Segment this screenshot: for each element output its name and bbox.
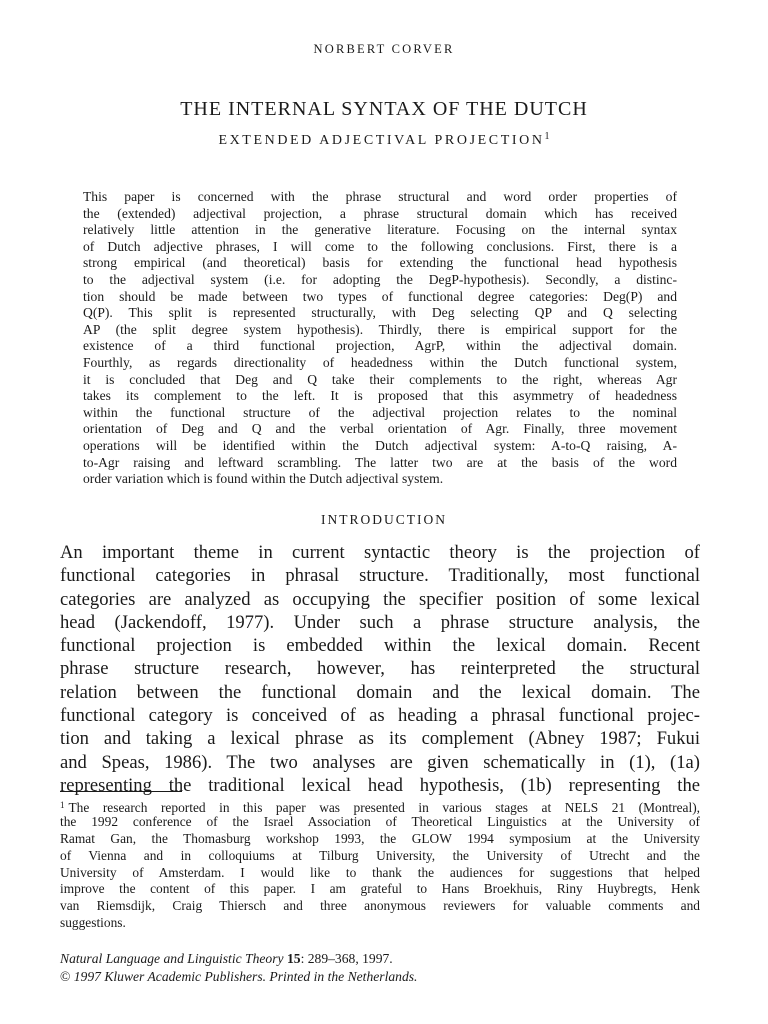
body-line: head (Jackendoff, 1977). Under such a phrase structure analysis, the [60,611,700,633]
footnote-line-text: The research reported in this paper was presented in various stages at NELS 21 (Montreal), [68,800,700,815]
paper-subtitle [0,131,768,149]
paper-title: THE INTERNAL SYNTAX OF THE DUTCH [180,98,588,120]
journal-citation [60,950,700,985]
footnote-line: of Vienna and in colloquiums at Tilburg University, the University of Utrecht and the [60,847,700,863]
body-line: categories are analyzed as occupying the specifier position of some lexical [60,588,700,610]
abstract-line: of Dutch adjective phrases, I will come to the following conclusions. First, there is a [83,238,677,254]
body-line: representing the traditional lexical head hypothesis, (1b) representing the [60,774,700,796]
abstract-line: This paper is concerned with the phrase structural and word order properties of [83,189,677,204]
body-paragraph [60,541,700,797]
title-footnote-marker: 1 [544,131,550,142]
footnote-line: van Riemsdijk, Craig Thiersch and three anonymous reviewers for valuable comments and [60,898,700,914]
body-line: and Speas, 1986). The two analyses are given schematically in (1), (1a) [60,751,700,773]
abstract-line: to the adjectival system (i.e. for adopting the DegP-hypothesis). Secondly, a distinc- [83,271,677,287]
footnote-line: suggestions. [60,915,126,931]
footnote-line: the 1992 conference of the Israel Association of Theoretical Linguistics at the University of [60,813,700,829]
journal-pages: : 289–368, 1997. [300,951,393,966]
abstract-line: takes its complement to the left. It is proposed that this asymmetry of headedness [83,388,677,404]
abstract-line: Q(P). This split is represented structurally, with Deg selecting QP and Q selecting [83,305,677,321]
body-line: functional categories in phrasal structure. Traditionally, most functional [60,565,700,587]
footnote [60,797,700,932]
abstract-line: existence of a third functional projection, AgrP, within the adjectival domain. [83,338,677,354]
journal-line [60,950,700,968]
abstract [83,189,677,488]
body-line: phrase structure research, however, has reinterpreted the structural [60,658,700,680]
footnote-line: University of Amsterdam. I would like to thank the audiences for suggestions that helped [60,864,700,880]
section-heading-introduction: INTRODUCTION [321,512,447,527]
body-line: relation between the functional domain and the lexical domain. The [60,681,700,703]
abstract-line: relatively little attention in the generative literature. Focusing on the internal syntax [83,222,677,238]
abstract-line: to-Agr raising and leftward scrambling. The latter two are at the basis of the word [83,454,677,470]
footnote-line: improve the content of this paper. I am grateful to Hans Broekhuis, Riny Huybregts, Henk [60,881,700,897]
footnote-line: Ramat Gan, the Thomasburg workshop 1993, the GLOW 1994 symposium at the University [60,830,700,846]
body-line: functional category is conceived of as heading a phrasal functional projec- [60,705,700,727]
journal-volume: 15 [286,951,301,966]
paper-subtitle-text: EXTENDED ADJECTIVAL PROJECTION [218,133,545,148]
abstract-line: order variation which is found within the Dutch adjectival system. [83,471,444,487]
abstract-line: the (extended) adjectival projection, a phrase structural domain which has received [83,205,677,221]
journal-name: Natural Language and Linguistic Theory [60,951,284,966]
abstract-line: it is concluded that Deg and Q take their complements to the right, whereas Agr [83,371,677,387]
body-line: An important theme in current syntactic theory is the projection of [60,542,700,563]
footnote-line [60,797,700,814]
author-name: NORBERT CORVER [313,42,455,56]
publisher-text: 1997 Kluwer Academic Publishers. Printed in the Netherlands. [70,968,418,984]
copyright-icon: © [60,968,71,984]
copyright-line [60,968,700,986]
abstract-line: orientation of Deg and Q and the verbal orientation of Agr. Finally, three movement [83,421,677,437]
abstract-line: Fourthly, as regards directionality of headedness within the Dutch functional system, [83,354,677,370]
abstract-line: operations will be identified within the Dutch adjectival system: A-to-Q raising, A- [83,437,677,453]
abstract-line: tion should be made between two types of functional degree categories: Deg(P) and [83,288,677,304]
body-line: tion and taking a lexical phrase as its complement (Abney 1987; Fukui [60,728,700,750]
footnote-divider [60,791,182,792]
abstract-line: within the functional structure of the adjectival projection relates to the nominal [83,404,677,420]
body-line: functional projection is embedded within the lexical domain. Recent [60,635,700,657]
footnote-marker: 1 [60,800,65,810]
abstract-line: strong empirical (and theoretical) basis for extending the functional head hypothesis [83,255,677,271]
abstract-line: AP (the split degree system hypothesis). Thirdly, there is empirical support for the [83,321,677,337]
